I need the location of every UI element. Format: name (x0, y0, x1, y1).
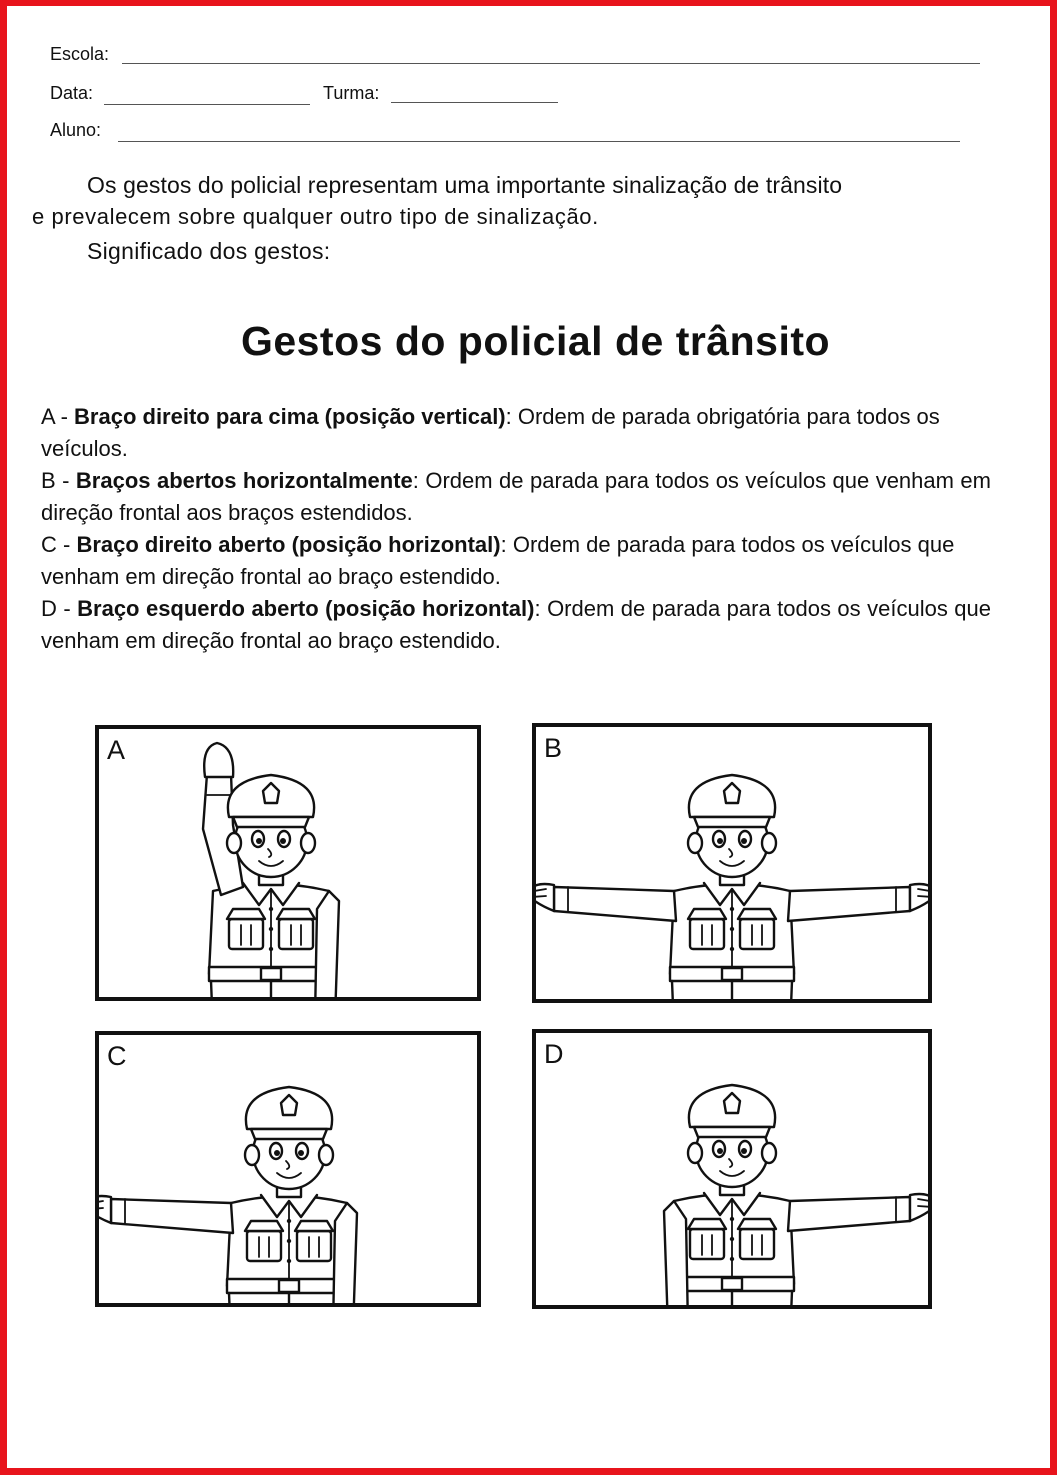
gesture-b-separator: - (55, 468, 76, 493)
gesture-a-separator: - (54, 404, 75, 429)
gesture-c (41, 529, 991, 593)
gesture-d-title: Braço esquerdo aberto (posição horizontal) (77, 596, 535, 621)
intro-line-1: Os gestos do policial representam uma importante sinalização de trânsito (87, 172, 843, 198)
panel-b (532, 723, 932, 1003)
panel-c (95, 1031, 481, 1307)
gesture-b (41, 465, 991, 529)
panel-b-letter: B (544, 733, 563, 763)
gesture-a-letter: A (41, 404, 55, 429)
gesture-a-text: : Ordem de parada obrigatória para todos os veículos. (41, 404, 940, 461)
turma-field (323, 83, 558, 109)
gesture-a (41, 401, 991, 465)
gesture-d-text: : Ordem de parada para todos os veículos que venham em direção frontal ao braço estendido. (41, 596, 992, 653)
policeman-b-illustration (536, 727, 928, 999)
intro-line-2: e prevalecem sobre qualquer outro tipo de sinalização. (32, 204, 599, 229)
policeman-c-illustration (99, 1035, 477, 1303)
gesture-c-separator: - (56, 532, 77, 557)
policeman-a-illustration (99, 729, 477, 997)
escola-field (50, 44, 980, 70)
escola-label: Escola: (50, 44, 110, 64)
gesture-c-letter: C (41, 532, 57, 557)
policeman-d-illustration (536, 1033, 928, 1305)
panel-d-letter: D (544, 1039, 564, 1069)
gesture-d-letter: D (41, 596, 57, 621)
escola-line[interactable] (122, 63, 980, 64)
panel-c-letter: C (107, 1041, 127, 1071)
intro-line-3: Significado dos gestos: (87, 238, 331, 264)
gesture-b-title: Braços abertos horizontalmente (75, 468, 413, 493)
page-title: Gestos do policial de trânsito (240, 318, 831, 364)
turma-label: Turma: (323, 83, 380, 103)
gesture-d (41, 593, 991, 657)
gesture-d-separator: - (56, 596, 78, 621)
aluno-line[interactable] (118, 141, 960, 142)
panel-a-letter: A (107, 735, 126, 765)
data-label: Data: (50, 83, 94, 103)
gesture-c-text: : Ordem de parada para todos os veículos que venham em direção frontal ao braço estendido. (41, 532, 955, 589)
turma-line[interactable] (391, 102, 558, 103)
gesture-a-title: Braço direito para cima (posição vertical) (74, 404, 506, 429)
panel-a (95, 725, 481, 1001)
data-field (50, 83, 310, 109)
aluno-field (50, 120, 960, 146)
gesture-b-text: : Ordem de parada para todos os veículos que venham em direção frontal aos braços estendidos. (41, 468, 991, 525)
panel-d (532, 1029, 932, 1309)
aluno-label: Aluno: (50, 120, 102, 140)
data-line[interactable] (104, 104, 310, 105)
gesture-b-letter: B (41, 468, 56, 493)
gesture-c-title: Braço direito aberto (posição horizontal) (76, 532, 501, 557)
